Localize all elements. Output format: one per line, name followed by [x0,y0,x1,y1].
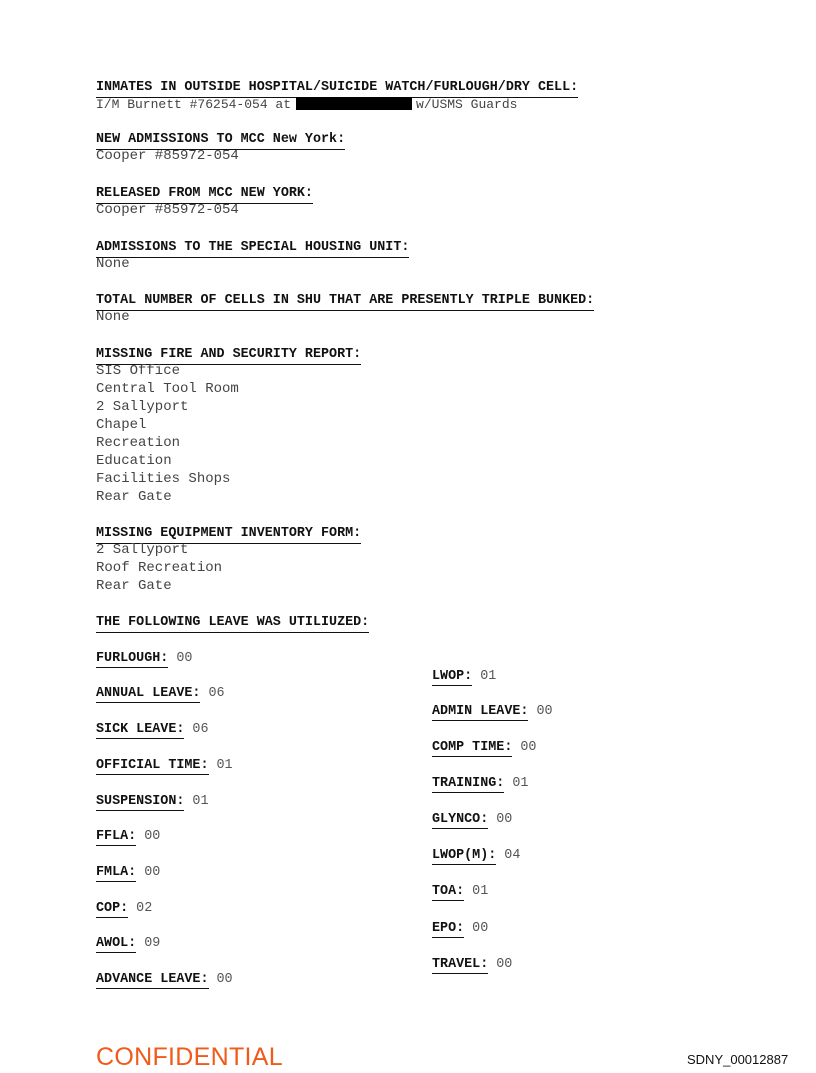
section-heading-missing-equipment: MISSING EQUIPMENT INVENTORY FORM: [96,526,361,544]
list-item: Roof Recreation [96,560,223,576]
section-heading-leave: THE FOLLOWING LEAVE WAS UTILIUZED: [96,615,369,633]
list-item: Education [96,453,172,469]
leave-item-toa: TOA: 01 [432,884,489,899]
section-heading-released: RELEASED FROM MCC NEW YORK: [96,186,313,204]
redaction-block [296,97,412,110]
list-item: Chapel [96,417,147,433]
leave-item-fmla: FMLA: 00 [96,865,161,880]
leave-item-admin-leave: ADMIN LEAVE: 00 [432,704,553,719]
section-heading-missing-fire: MISSING FIRE AND SECURITY REPORT: [96,347,361,365]
leave-item-glynco: GLYNCO: 00 [432,812,513,827]
list-item: 2 Sallyport [96,542,189,558]
leave-item-annual-leave: ANNUAL LEAVE: 06 [96,686,225,701]
section-heading-hospital: INMATES IN OUTSIDE HOSPITAL/SUICIDE WATCH/FURLOUGH/DRY CELL: [96,80,578,98]
leave-item-comp-time: COMP TIME: 00 [432,740,537,755]
leave-item-epo: EPO: 00 [432,921,489,936]
section-heading-triple-bunked: TOTAL NUMBER OF CELLS IN SHU THAT ARE PRESENTLY TRIPLE BUNKED: [96,293,594,311]
leave-item-training: TRAINING: 01 [432,776,529,791]
list-item: Cooper #85972-054 [96,148,239,164]
hospital-line-suffix: w/USMS Guards [416,97,518,112]
list-item: SIS Office [96,363,181,379]
list-item: Rear Gate [96,489,172,505]
hospital-line [96,97,517,113]
hospital-line-prefix: I/M Burnett #76254-054 at [96,97,292,112]
list-item: 2 Sallyport [96,399,189,415]
leave-item-awol: AWOL: 09 [96,936,161,951]
bates-number: SDNY_00012887 [687,1052,789,1067]
list-item: Recreation [96,435,181,451]
section-heading-shu-admissions: ADMISSIONS TO THE SPECIAL HOUSING UNIT: [96,240,409,258]
leave-item-furlough: FURLOUGH: 00 [96,651,193,666]
leave-item-cop: COP: 02 [96,901,153,916]
leave-item-ffla: FFLA: 00 [96,829,161,844]
section-heading-new-admissions: NEW ADMISSIONS TO MCC New York: [96,132,345,150]
leave-item-advance-leave: ADVANCE LEAVE: 00 [96,972,233,987]
leave-item-travel: TRAVEL: 00 [432,957,513,972]
list-item: None [96,309,130,325]
list-item: Rear Gate [96,578,172,594]
confidential-stamp: CONFIDENTIAL [96,1043,283,1071]
leave-item-suspension: SUSPENSION: 01 [96,794,209,809]
list-item: Central Tool Room [96,381,239,397]
list-item: Cooper #85972-054 [96,202,239,218]
leave-item-lwop-m: LWOP(M): 04 [432,848,521,863]
leave-item-official-time: OFFICIAL TIME: 01 [96,758,233,773]
leave-item-sick-leave: SICK LEAVE: 06 [96,722,209,737]
leave-item-lwop: LWOP: 01 [432,669,497,684]
list-item: Facilities Shops [96,471,231,487]
list-item: None [96,256,130,272]
